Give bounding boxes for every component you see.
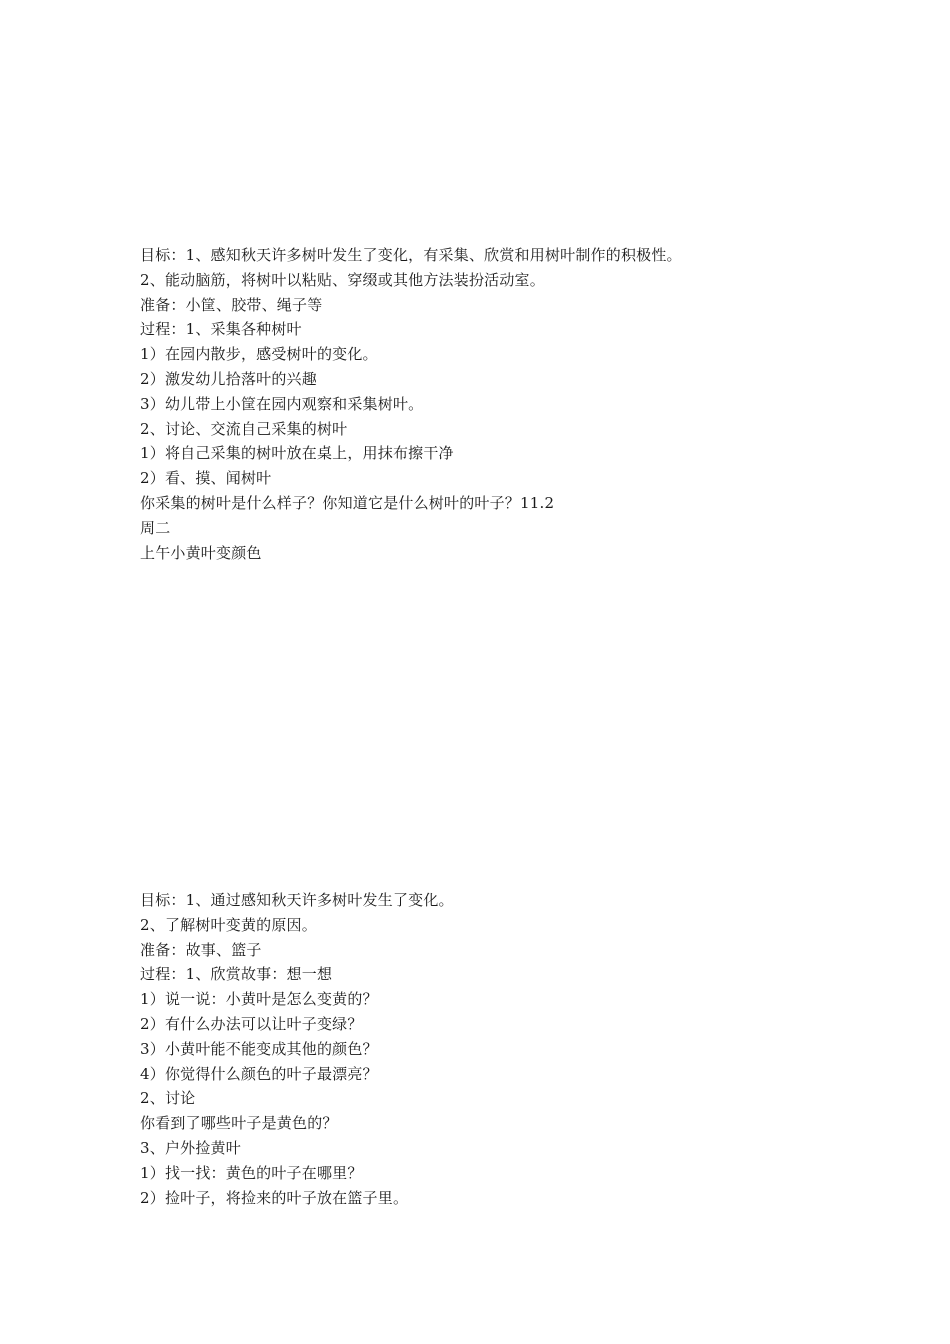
text-line: 2、讨论 (140, 1089, 196, 1108)
text-line: 4）你觉得什么颜色的叶子最漂亮？ (140, 1064, 378, 1083)
lesson-plan-section-2 (140, 888, 454, 1210)
text-line: 你看到了哪些叶子是黄色的？ (140, 1114, 338, 1133)
text-line: 你采集的树叶是什么样子？你知道它是什么树叶的叶子？11.2 (140, 493, 555, 512)
text-line: 1）在园内散步，感受树叶的变化。 (140, 345, 378, 364)
lesson-plan-section-1 (140, 243, 682, 565)
text-line: 目标：1、感知秋天许多树叶发生了变化，有采集、欣赏和用树叶制作的积极性。 (140, 246, 682, 264)
text-line: 周二 (140, 518, 171, 537)
text-line: 过程：1、欣赏故事：想一想 (140, 965, 333, 984)
text-line: 2）看、摸、闻树叶 (140, 469, 272, 488)
text-line: 1）找一找：黄色的叶子在哪里？ (140, 1163, 363, 1182)
text-line: 目标：1、通过感知秋天许多树叶发生了变化。 (140, 891, 454, 909)
text-line: 2）捡叶子，将捡来的叶子放在篮子里。 (140, 1188, 409, 1207)
text-line: 准备：故事、篮子 (140, 940, 262, 959)
text-line: 3）幼儿带上小筐在园内观察和采集树叶。 (140, 394, 424, 413)
text-line: 1）将自己采集的树叶放在桌上，用抹布擦干净 (140, 444, 454, 463)
text-line: 3、户外捡黄叶 (140, 1138, 241, 1157)
text-line: 2、了解树叶变黄的原因。 (140, 915, 317, 934)
text-line: 2、能动脑筋，将树叶以粘贴、穿缀或其他方法装扮活动室。 (140, 270, 545, 289)
text-line: 2）激发幼儿拾落叶的兴趣 (140, 369, 317, 388)
text-line: 2）有什么办法可以让叶子变绿？ (140, 1014, 363, 1033)
text-line: 2、讨论、交流自己采集的树叶 (140, 419, 348, 438)
text-line: 上午小黄叶变颜色 (140, 543, 262, 562)
text-line: 准备：小筐、胶带、绳子等 (140, 295, 323, 314)
text-line: 过程：1、采集各种树叶 (140, 320, 302, 339)
text-line: 3）小黄叶能不能变成其他的颜色？ (140, 1039, 378, 1058)
text-line: 1）说一说：小黄叶是怎么变黄的？ (140, 990, 378, 1009)
